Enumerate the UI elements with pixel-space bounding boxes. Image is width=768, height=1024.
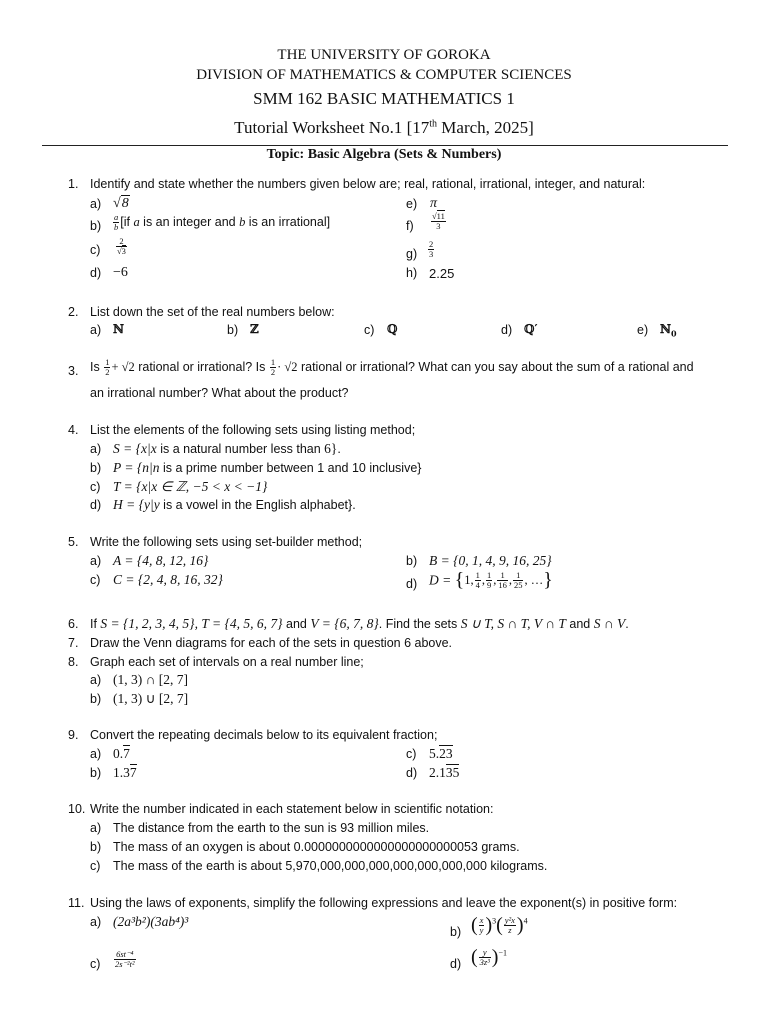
q10-a-label: a) [90, 821, 102, 835]
q7-text: Draw the Venn diagrams for each of the sets in question 6 above. [90, 636, 453, 650]
q4-c-label: c) [90, 480, 101, 494]
q1-c-label: c) [90, 243, 101, 257]
q4-number: 4. [68, 423, 79, 437]
q11-a-label: a) [90, 915, 102, 929]
q9-c-label: c) [406, 747, 417, 761]
q5-d-value: D = {1, $\frac{1}{4}$ , $\frac{1}{9}$ , $\frac{1}{16}$ , $\frac{1}{25}$ , …} [429, 569, 553, 591]
q4-b-value: P = {n|n is a prime number between 1 and 10 inclusive} [113, 460, 422, 475]
q1-b-label: b) [90, 219, 102, 233]
q2-number: 2. [68, 305, 79, 319]
topic-heading: Topic: Basic Algebra (Sets & Numbers) [266, 147, 502, 162]
q9-a-label: a) [90, 747, 102, 761]
q4-c-value: T = {x|x ∈ ℤ, −5 < x < −1} [113, 479, 268, 494]
q5-a-label: a) [90, 554, 102, 568]
q2-e-label: e) [637, 323, 649, 337]
header-rule [42, 145, 728, 146]
university-name: THE UNIVERSITY OF GOROKA [277, 47, 491, 63]
q2-c-value: ℚ [387, 322, 398, 336]
q10-text: Write the number indicated in each statement below in scientific notation: [90, 802, 494, 816]
q3-line1: Is $\frac{1}{2}$ + √2 rational or irrational? Is $\frac{1}{2}$ · √2 rational or irrational? What can you say about the sum of a rational and [90, 357, 694, 377]
q1-g-label: g) [406, 247, 418, 261]
worksheet-title: Tutorial Worksheet No.1 [17th March, 2025] [234, 118, 534, 137]
q1-h-label: h) [406, 266, 418, 280]
q3-number: 3. [68, 364, 79, 378]
q8-b-label: b) [90, 692, 102, 706]
q2-c-label: c) [364, 323, 375, 337]
q9-b-label: b) [90, 766, 102, 780]
q5-c-value: C = {2, 4, 8, 16, 32} [113, 572, 223, 587]
q1-g-value: $\frac{2}{3}$ [429, 239, 434, 259]
q9-b-value: 1.37 [113, 765, 137, 780]
q4-d-label: d) [90, 498, 102, 512]
q8-b-value: (1, 3) ∪ [2, 7] [113, 691, 189, 706]
q3-line2: an irrational number? What about the product? [90, 386, 349, 400]
q2-b-value: ℤ [250, 322, 259, 336]
q11-c-value: $\frac{\text{6st⁻⁴}}{\text{2s⁻²t²}}$ [115, 949, 135, 969]
q1-a-value: √8 [113, 196, 129, 211]
q1-d-value: −6 [113, 265, 128, 280]
q10-c-label: c) [90, 859, 101, 873]
q8-number: 8. [68, 655, 79, 669]
q9-a-value: 0.7 [113, 746, 130, 761]
q4-text: List the elements of the following sets using listing method; [90, 423, 416, 437]
q1-e-value: π [430, 196, 438, 211]
q5-c-label: c) [90, 573, 101, 587]
q6-number: 6. [68, 617, 79, 631]
q1-d-label: d) [90, 266, 102, 280]
q11-d-value: ( $\frac{y}{\text{3z³}}$ )$^{-1}$ [471, 946, 507, 968]
q11-text: Using the laws of exponents, simplify the following expressions and leave the exponent(s) in positive form: [90, 896, 678, 910]
q10-number: 10. [68, 802, 86, 816]
q2-text: List down the set of the real numbers below: [90, 305, 335, 319]
q5-b-value: B = {0, 1, 4, 9, 16, 25} [429, 553, 552, 568]
q5-number: 5. [68, 535, 79, 549]
q6-text: If S = {1, 2, 3, 4, 5}, T = {4, 5, 6, 7} and V = {6, 7, 8}. Find the sets S ∪ T, S ∩ T, V ∩ T and S ∩ V. [90, 616, 629, 631]
q1-c-value: $\frac{2}{√3}$ [117, 236, 126, 256]
q5-text: Write the following sets using set-builder method; [90, 535, 363, 549]
course-title: SMM 162 BASIC MATHEMATICS 1 [253, 89, 515, 108]
q8-a-label: a) [90, 673, 102, 687]
q1-b-value: $\frac{a}{b}$ [if a is an integer and b is an irrational] [114, 212, 331, 232]
q1-number: 1. [68, 177, 79, 191]
q1-a-label: a) [90, 197, 102, 211]
q11-number: 11. [68, 896, 85, 910]
q4-d-value: H = {y|y is a vowel in the English alphabet}. [113, 497, 356, 512]
q2-a-label: a) [90, 323, 102, 337]
q1-f-label: f) [406, 219, 414, 233]
q11-a-value: (2a³b²)(3ab⁴)³ [113, 914, 189, 929]
q11-b-label: b) [450, 925, 462, 939]
q8-a-value: (1, 3) ∩ [2, 7] [113, 672, 188, 687]
q4-b-label: b) [90, 461, 102, 475]
q9-c-value: 5.23 [429, 746, 453, 761]
division-name: DIVISION OF MATHEMATICS & COMPUTER SCIENCES [196, 67, 572, 83]
q7-number: 7. [68, 636, 79, 650]
q10-b-label: b) [90, 840, 102, 854]
q1-f-value: $\frac{√11}{3}$ [432, 211, 445, 231]
q2-b-label: b) [227, 323, 239, 337]
q2-e-value: ℕ$_0$ [660, 322, 677, 339]
q9-text: Convert the repeating decimals below to its equivalent fraction; [90, 728, 438, 742]
q1-text: Identify and state whether the numbers given below are; real, rational, irrational, integer, and natural: [90, 177, 646, 191]
q10-c-text: The mass of the earth is about 5,970,000,000,000,000,000,000,000 kilograms. [113, 859, 548, 873]
q10-b-text: The mass of an oxygen is about 0.0000000000000000000000053 grams. [113, 840, 520, 854]
q2-a-value: ℕ [113, 322, 124, 336]
q8-text: Graph each set of intervals on a real number line; [90, 655, 364, 669]
q11-d-label: d) [450, 957, 462, 971]
q5-b-label: b) [406, 554, 418, 568]
q5-d-label: d) [406, 577, 418, 591]
q11-b-value: ( $\frac{x}{y}$ )$^3$( $\frac{\text{y²x}}{z}$ )$^4$ [471, 914, 528, 936]
q1-h-value: 2.25 [429, 266, 455, 281]
q10-a-text: The distance from the earth to the sun is 93 million miles. [113, 821, 430, 835]
q4-a-value: S = {x|x is a natural number less than 6}. [113, 441, 341, 456]
q9-number: 9. [68, 728, 79, 742]
q4-a-label: a) [90, 442, 102, 456]
q5-a-value: A = {4, 8, 12, 16} [113, 553, 209, 568]
q2-d-label: d) [501, 323, 513, 337]
q9-d-label: d) [406, 766, 418, 780]
q11-c-label: c) [90, 957, 101, 971]
q1-e-label: e) [406, 197, 418, 211]
q9-d-value: 2.135 [429, 765, 460, 780]
q2-d-value: ℚ′ [524, 322, 538, 336]
